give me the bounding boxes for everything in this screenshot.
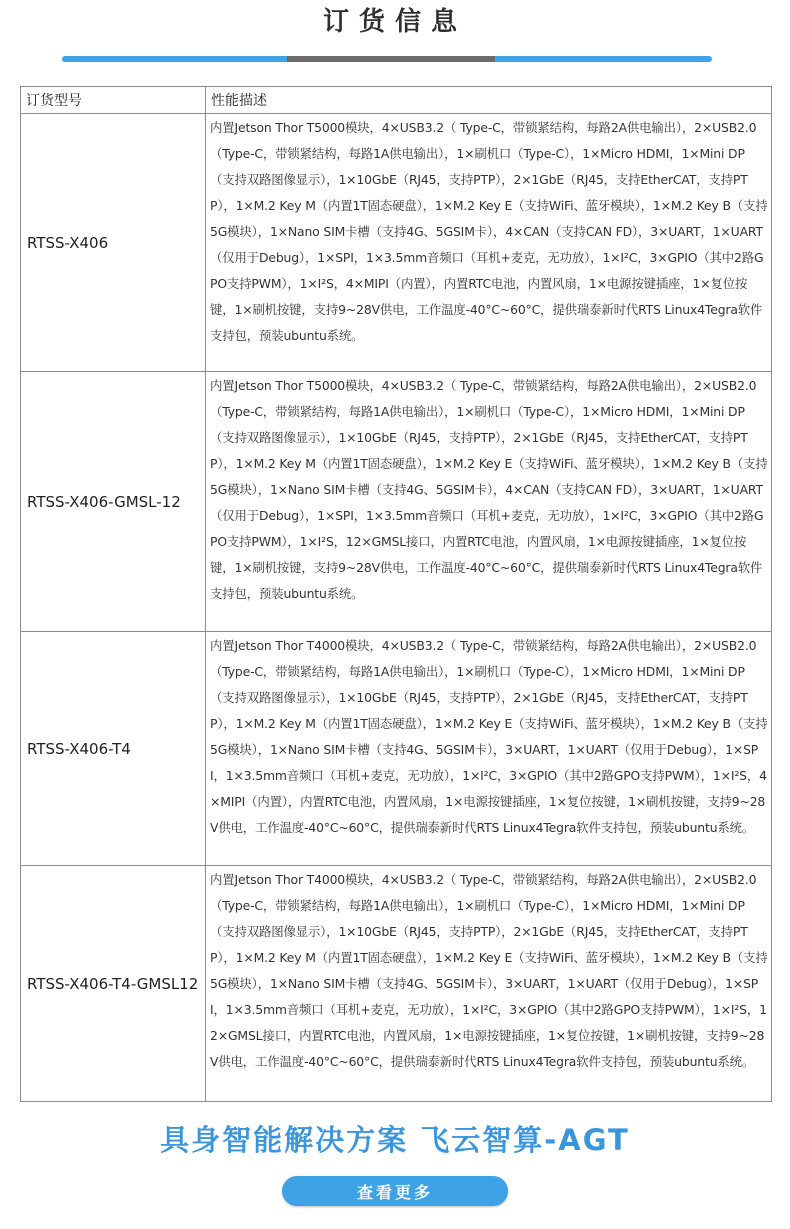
description-cell: 内置Jetson Thor T4000模块，4×USB3.2（ Type-C，带锁紧结构，每路2A供电输出），2×USB2.0（Type-C，带锁紧结构，每路1A供电输出），1×刷机口（Type-C），1×Micro HDMI，1×Mini DP（支持双路图像显示），1×10GbE（RJ45，支持PTP），2×1GbE（RJ45，支持EtherCAT，支持PTP），1×M.2 Key M（内置1T固态硬盘），1×M.2 Key E（支持WiFi、蓝牙模块），1×M.2 Key B（支持5G模块），1×Nano SIM卡槽（支持4G、5GSIM卡），3×UART，1×UART（仅用于Debug），1×SPI，1×3.5mm音频口（耳机+麦克，无功放），1×I²C，3×GPIO（其中2路GPO支持PWM），1×I²S，4×MIPI（内置），内置RTC电池，内置风扇，1×电源按键插座，1×复位按键，1×刷机按键，支持9~28V供电，工作温度-40°C~60°C，提供瑞泰新时代RTS Linux4Tegra软件支持包，预装ubuntu系统。 bbox=[206, 632, 772, 866]
model-cell: RTSS-X406-T4 bbox=[21, 632, 206, 866]
table-row bbox=[21, 632, 772, 866]
model-cell: RTSS-X406-GMSL-12 bbox=[21, 372, 206, 632]
description-cell: 内置Jetson Thor T5000模块，4×USB3.2（ Type-C，带锁紧结构，每路2A供电输出），2×USB2.0（Type-C，带锁紧结构，每路1A供电输出），1×刷机口（Type-C），1×Micro HDMI，1×Mini DP（支持双路图像显示），1×10GbE（RJ45，支持PTP），2×1GbE（RJ45，支持EtherCAT，支持PTP），1×M.2 Key M（内置1T固态硬盘），1×M.2 Key E（支持WiFi、蓝牙模块），1×M.2 Key B（支持5G模块），1×Nano SIM卡槽（支持4G、5GSIM卡），4×CAN（支持CAN FD），3×UART，1×UART（仅用于Debug），1×SPI，1×3.5mm音频口（耳机+麦克，无功放），1×I²C，3×GPIO（其中2路GPO支持PWM），1×I²S，12×GMSL接口，内置RTC电池，内置风扇，1×电源按键插座，1×复位按键，1×刷机按键，支持9~28V供电，工作温度-40°C~60°C，提供瑞泰新时代RTS Linux4Tegra软件支持包，预装ubuntu系统。 bbox=[206, 372, 772, 632]
header-model: 订货型号 bbox=[21, 87, 206, 114]
view-more-button[interactable]: 查看更多 bbox=[282, 1176, 508, 1206]
title-underline bbox=[62, 56, 712, 62]
description-cell: 内置Jetson Thor T5000模块，4×USB3.2（ Type-C，带锁紧结构，每路2A供电输出），2×USB2.0（Type-C，带锁紧结构，每路1A供电输出），1×刷机口（Type-C），1×Micro HDMI，1×Mini DP（支持双路图像显示），1×10GbE（RJ45，支持PTP），2×1GbE（RJ45，支持EtherCAT，支持PTP），1×M.2 Key M（内置1T固态硬盘），1×M.2 Key E（支持WiFi、蓝牙模块），1×M.2 Key B（支持5G模块），1×Nano SIM卡槽（支持4G、5GSIM卡），4×CAN（支持CAN FD），3×UART，1×UART（仅用于Debug），1×SPI，1×3.5mm音频口（耳机+麦克，无功放），1×I²C，3×GPIO（其中2路GPO支持PWM），1×I²S，4×MIPI（内置），内置RTC电池，内置风扇，1×电源按键插座，1×复位按键，1×刷机按键，支持9~28V供电，工作温度-40°C~60°C，提供瑞泰新时代RTS Linux4Tegra软件支持包，预装ubuntu系统。 bbox=[206, 114, 772, 372]
underline-segment-right bbox=[495, 56, 712, 62]
underline-segment-middle bbox=[287, 56, 495, 62]
model-cell: RTSS-X406-T4-GMSL12 bbox=[21, 866, 206, 1102]
model-cell: RTSS-X406 bbox=[21, 114, 206, 372]
table-row bbox=[21, 372, 772, 632]
description-cell: 内置Jetson Thor T4000模块，4×USB3.2（ Type-C，带锁紧结构，每路2A供电输出），2×USB2.0（Type-C，带锁紧结构，每路1A供电输出），1×刷机口（Type-C），1×Micro HDMI，1×Mini DP（支持双路图像显示），1×10GbE（RJ45，支持PTP），2×1GbE（RJ45，支持EtherCAT，支持PTP），1×M.2 Key M（内置1T固态硬盘），1×M.2 Key E（支持WiFi、蓝牙模块），1×M.2 Key B（支持5G模块），1×Nano SIM卡槽（支持4G、5GSIM卡），3×UART，1×UART（仅用于Debug），1×SPI，1×3.5mm音频口（耳机+麦克，无功放），1×I²C，3×GPIO（其中2路GPO支持PWM），1×I²S，12×GMSL接口，内置RTC电池，内置风扇，1×电源按键插座，1×复位按键，1×刷机按键，支持9~28V供电，工作温度-40°C~60°C，提供瑞泰新时代RTS Linux4Tegra软件支持包，预装ubuntu系统。 bbox=[206, 866, 772, 1102]
header-description: 性能描述 bbox=[206, 87, 772, 114]
page-title: 订货信息 bbox=[322, 7, 467, 37]
table-row bbox=[21, 866, 772, 1102]
underline-segment-left bbox=[62, 56, 287, 62]
table-header-row bbox=[21, 87, 772, 114]
ordering-table bbox=[20, 86, 772, 1102]
table-row bbox=[21, 114, 772, 372]
solution-slogan: 具身智能解决方案 飞云智算-AGT bbox=[160, 1123, 630, 1157]
